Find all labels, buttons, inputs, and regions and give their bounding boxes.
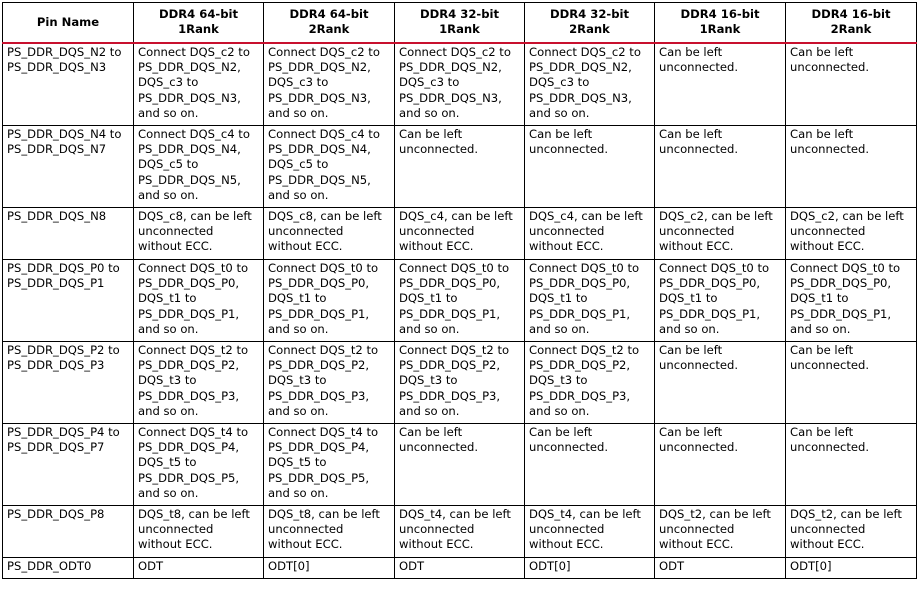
table-cell (264, 342, 395, 424)
table-cell (264, 506, 395, 558)
cell-text: DQS_t3 to (399, 373, 458, 388)
cell-text: and so on. (529, 403, 590, 418)
cell-text: unconnected (399, 522, 475, 537)
cell-text: Connect DQS_t0 to (399, 261, 510, 275)
cell-text: Connect DQS_c2 to (529, 45, 641, 59)
cell-text: DQS_c2, can be left (659, 209, 773, 223)
cell-text: without ECC. (399, 537, 474, 552)
pin-name-cell (3, 506, 134, 558)
cell-text: Connect DQS_c4 to (138, 127, 250, 141)
cell-text: PS_DDR_DQS_P1, (138, 306, 240, 321)
pin-name-cell (3, 126, 134, 208)
cell-text: unconnected. (399, 142, 479, 157)
table-body (3, 43, 917, 579)
table-cell (786, 506, 917, 558)
column-header-config (134, 3, 264, 44)
cell-text: ODT[0] (268, 559, 310, 573)
table-cell (655, 558, 786, 579)
table-cell (134, 260, 264, 342)
cell-text: PS_DDR_DQS_P1, (659, 306, 761, 321)
cell-text: PS_DDR_DQS_P5, (268, 470, 370, 485)
pin-name-cell (3, 208, 134, 260)
table-row (3, 43, 917, 126)
cell-text: and so on. (268, 403, 329, 418)
cell-text: unconnected (790, 522, 866, 537)
cell-text: DQS_t4, can be left (529, 507, 641, 521)
column-header-config (655, 3, 786, 44)
table-row (3, 506, 917, 558)
cell-text: PS_DDR_DQS_N4 to (7, 127, 122, 141)
cell-text: Connect DQS_t2 to (268, 343, 379, 357)
cell-text: PS_DDR_DQS_P3, (399, 388, 501, 403)
cell-text: PS_DDR_DQS_P0, (529, 276, 631, 291)
cell-text: unconnected (138, 224, 214, 239)
cell-text: PS_DDR_DQS_N4, (268, 142, 371, 157)
table-cell (655, 208, 786, 260)
table-row (3, 126, 917, 208)
table-cell (395, 506, 525, 558)
cell-text: Can be left (790, 343, 854, 357)
cell-text: without ECC. (529, 239, 604, 254)
column-header-config (786, 3, 917, 44)
cell-text: Can be left (659, 127, 723, 141)
table-cell (655, 342, 786, 424)
header-text: DDR4 32-bit (549, 7, 630, 21)
table-row (3, 342, 917, 424)
header-text: 2Rank (569, 22, 610, 36)
table-cell (525, 260, 655, 342)
header-text: 2Rank (830, 22, 872, 36)
cell-text: PS_DDR_DQS_P1, (529, 306, 631, 321)
cell-text: DQS_c3 to (399, 75, 460, 90)
header-text: DDR4 64-bit (289, 7, 369, 21)
cell-text: unconnected (659, 224, 735, 239)
cell-text: DQS_c5 to (138, 157, 199, 172)
table-cell (395, 424, 525, 506)
cell-text: DQS_t3 to (138, 373, 197, 388)
cell-text: PS_DDR_DQS_N8 (7, 209, 107, 223)
cell-text: Connect DQS_t0 to (268, 261, 379, 275)
cell-text: unconnected (268, 224, 344, 239)
cell-text: and so on. (138, 485, 199, 500)
cell-text: unconnected (529, 522, 605, 537)
cell-text: ODT (138, 559, 164, 573)
cell-text: unconnected. (659, 60, 739, 75)
pin-name-cell (3, 342, 134, 424)
pin-name-cell (3, 424, 134, 506)
header-text: 2Rank (308, 22, 350, 36)
table-row (3, 260, 917, 342)
cell-text: PS_DDR_DQS_P3 (7, 358, 105, 373)
cell-text: unconnected (659, 522, 735, 537)
table-row (3, 424, 917, 506)
table-cell (655, 260, 786, 342)
cell-text: DQS_t2, can be left (790, 507, 902, 521)
table-cell (525, 424, 655, 506)
cell-text: ODT[0] (529, 559, 571, 573)
cell-text: DQS_t1 to (138, 291, 197, 306)
cell-text: PS_DDR_DQS_N7 (7, 142, 107, 157)
table-cell (264, 260, 395, 342)
cell-text: PS_DDR_DQS_N2, (529, 60, 632, 75)
cell-text: and so on. (399, 321, 460, 336)
table-cell (264, 558, 395, 579)
table-cell (134, 424, 264, 506)
cell-text: PS_DDR_DQS_N3, (529, 90, 632, 105)
column-header-config (395, 3, 525, 44)
table-cell (395, 260, 525, 342)
table-cell (786, 424, 917, 506)
table-cell (395, 126, 525, 208)
cell-text: unconnected. (659, 358, 739, 373)
cell-text: PS_DDR_DQS_P0, (399, 276, 501, 291)
cell-text: and so on. (529, 105, 590, 120)
cell-text: PS_DDR_DQS_P4 to (7, 425, 120, 439)
cell-text: unconnected. (790, 142, 870, 157)
cell-text: and so on. (399, 105, 460, 120)
cell-text: without ECC. (659, 239, 734, 254)
cell-text: unconnected. (529, 142, 609, 157)
table-cell (134, 126, 264, 208)
table-cell (655, 43, 786, 126)
table-cell (525, 342, 655, 424)
cell-text: Connect DQS_t0 to (529, 261, 640, 275)
cell-text: Connect DQS_t2 to (529, 343, 640, 357)
cell-text: Can be left (790, 127, 854, 141)
table-row (3, 558, 917, 579)
header-text: 1Rank (699, 22, 741, 36)
table-cell (786, 126, 917, 208)
cell-text: PS_DDR_DQS_N3 (7, 60, 107, 75)
cell-text: PS_DDR_DQS_N3, (399, 90, 502, 105)
table-cell (655, 506, 786, 558)
cell-text: unconnected. (529, 440, 609, 455)
cell-text: PS_DDR_DQS_P1, (790, 306, 892, 321)
cell-text: DQS_t8, can be left (138, 507, 250, 521)
cell-text: and so on. (138, 321, 199, 336)
cell-text: PS_DDR_DQS_P2, (268, 358, 370, 373)
table-cell (395, 558, 525, 579)
cell-text: Connect DQS_c4 to (268, 127, 380, 141)
cell-text: Can be left (529, 127, 593, 141)
cell-text: DQS_c4, can be left (399, 209, 513, 223)
cell-text: unconnected (399, 224, 475, 239)
table-cell (134, 558, 264, 579)
cell-text: DQS_t5 to (268, 455, 327, 470)
cell-text: PS_DDR_DQS_N3, (138, 90, 241, 105)
cell-text: ODT (399, 559, 425, 573)
table-cell (786, 342, 917, 424)
table-cell (134, 506, 264, 558)
cell-text: PS_DDR_DQS_P2 to (7, 343, 120, 357)
cell-text: DQS_t2, can be left (659, 507, 771, 521)
cell-text: PS_DDR_DQS_N3, (268, 90, 371, 105)
header-text: 1Rank (439, 22, 480, 36)
cell-text: DQS_c2, can be left (790, 209, 904, 223)
cell-text: DQS_t1 to (659, 291, 718, 306)
cell-text: Can be left (529, 425, 593, 439)
cell-text: PS_DDR_DQS_N5, (268, 172, 371, 187)
cell-text: without ECC. (268, 239, 343, 254)
cell-text: DQS_c4, can be left (529, 209, 643, 223)
cell-text: DQS_c8, can be left (268, 209, 382, 223)
column-header-config (525, 3, 655, 44)
cell-text: PS_DDR_DQS_P3, (268, 388, 370, 403)
cell-text: without ECC. (790, 239, 865, 254)
cell-text: without ECC. (529, 537, 604, 552)
header-row (3, 3, 917, 44)
cell-text: Can be left (659, 343, 723, 357)
cell-text: PS_DDR_DQS_N2, (399, 60, 502, 75)
column-header-pin-name (3, 3, 134, 44)
header-text: DDR4 32-bit (419, 7, 500, 21)
cell-text: Connect DQS_t0 to (790, 261, 901, 275)
cell-text: unconnected (268, 522, 344, 537)
cell-text: ODT (659, 559, 685, 573)
cell-text: PS_DDR_DQS_P2, (529, 358, 631, 373)
table-cell (264, 43, 395, 126)
header-text: 1Rank (178, 22, 219, 36)
cell-text: DQS_c5 to (268, 157, 329, 172)
cell-text: PS_DDR_DQS_N5, (138, 172, 241, 187)
table-cell (655, 424, 786, 506)
cell-text: unconnected. (399, 440, 479, 455)
cell-text: without ECC. (138, 239, 213, 254)
cell-text: PS_DDR_DQS_N2, (138, 60, 241, 75)
cell-text: PS_DDR_ODT0 (7, 559, 92, 573)
cell-text: Can be left (790, 45, 854, 59)
cell-text: Connect DQS_t2 to (399, 343, 510, 357)
cell-text: and so on. (268, 105, 329, 120)
cell-text: Connect DQS_t2 to (138, 343, 249, 357)
cell-text: PS_DDR_DQS_P0 to (7, 261, 120, 275)
cell-text: Can be left (399, 127, 463, 141)
cell-text: unconnected. (790, 60, 870, 75)
cell-text: and so on. (659, 321, 720, 336)
cell-text: PS_DDR_DQS_P8 (7, 507, 105, 521)
table-cell (264, 424, 395, 506)
table-cell (525, 506, 655, 558)
cell-text: and so on. (529, 321, 590, 336)
pin-name-cell (3, 558, 134, 579)
cell-text: ODT[0] (790, 559, 832, 573)
cell-text: PS_DDR_DQS_P0, (790, 276, 892, 291)
cell-text: unconnected. (790, 358, 870, 373)
cell-text: DQS_t8, can be left (268, 507, 380, 521)
table-cell (134, 43, 264, 126)
cell-text: unconnected (529, 224, 605, 239)
header-text: DDR4 16-bit (811, 7, 891, 21)
cell-text: PS_DDR_DQS_P2, (138, 358, 240, 373)
pin-name-cell (3, 260, 134, 342)
cell-text: Can be left (790, 425, 854, 439)
cell-text: and so on. (138, 105, 199, 120)
cell-text: PS_DDR_DQS_P1 (7, 276, 105, 291)
table-cell (134, 342, 264, 424)
table-cell (786, 208, 917, 260)
cell-text: Can be left (659, 45, 723, 59)
cell-text: PS_DDR_DQS_P1, (268, 306, 370, 321)
cell-text: PS_DDR_DQS_N2 to (7, 45, 122, 59)
table-cell (395, 43, 525, 126)
cell-text: Connect DQS_c2 to (138, 45, 250, 59)
cell-text: Connect DQS_c2 to (268, 45, 380, 59)
cell-text: without ECC. (268, 537, 343, 552)
header-text: DDR4 64-bit (158, 7, 239, 21)
cell-text: without ECC. (138, 537, 213, 552)
cell-text: unconnected (790, 224, 866, 239)
cell-text: Can be left (399, 425, 463, 439)
table-cell (525, 126, 655, 208)
cell-text: Connect DQS_t4 to (268, 425, 379, 439)
cell-text: and so on. (790, 321, 851, 336)
cell-text: unconnected. (790, 440, 870, 455)
table-cell (525, 208, 655, 260)
header-text: DDR4 16-bit (680, 7, 760, 21)
pin-mapping-table (2, 2, 917, 579)
cell-text: and so on. (268, 321, 329, 336)
cell-text: DQS_t1 to (268, 291, 327, 306)
cell-text: DQS_t1 to (790, 291, 849, 306)
pin-name-cell (3, 43, 134, 126)
cell-text: DQS_t1 to (529, 291, 588, 306)
cell-text: PS_DDR_DQS_P5, (138, 470, 240, 485)
cell-text: PS_DDR_DQS_P1, (399, 306, 501, 321)
cell-text: DQS_t4, can be left (399, 507, 511, 521)
cell-text: PS_DDR_DQS_P0, (659, 276, 761, 291)
table-cell (395, 208, 525, 260)
cell-text: DQS_c8, can be left (138, 209, 252, 223)
cell-text: DQS_t1 to (399, 291, 458, 306)
cell-text: and so on. (268, 485, 329, 500)
cell-text: PS_DDR_DQS_P4, (138, 440, 240, 455)
table-cell (786, 260, 917, 342)
cell-text: without ECC. (399, 239, 474, 254)
table-cell (134, 208, 264, 260)
cell-text: and so on. (399, 403, 460, 418)
cell-text: and so on. (138, 187, 199, 202)
cell-text: Can be left (659, 425, 723, 439)
cell-text: Connect DQS_c2 to (399, 45, 511, 59)
cell-text: DQS_c3 to (138, 75, 199, 90)
table-cell (786, 558, 917, 579)
cell-text: unconnected. (659, 142, 739, 157)
cell-text: Connect DQS_t4 to (138, 425, 249, 439)
table-cell (395, 342, 525, 424)
cell-text: PS_DDR_DQS_P7 (7, 440, 105, 455)
cell-text: PS_DDR_DQS_P0, (268, 276, 370, 291)
cell-text: without ECC. (790, 537, 865, 552)
table-cell (525, 558, 655, 579)
cell-text: PS_DDR_DQS_P2, (399, 358, 501, 373)
cell-text: DQS_c3 to (268, 75, 329, 90)
table-row (3, 208, 917, 260)
cell-text: PS_DDR_DQS_P4, (268, 440, 370, 455)
cell-text: DQS_t3 to (529, 373, 588, 388)
cell-text: DQS_c3 to (529, 75, 590, 90)
table-cell (264, 208, 395, 260)
cell-text: DQS_t5 to (138, 455, 197, 470)
cell-text: PS_DDR_DQS_N4, (138, 142, 241, 157)
cell-text: DQS_t3 to (268, 373, 327, 388)
cell-text: unconnected (138, 522, 214, 537)
cell-text: and so on. (138, 403, 199, 418)
cell-text: unconnected. (659, 440, 739, 455)
table-cell (655, 126, 786, 208)
cell-text: PS_DDR_DQS_P3, (529, 388, 631, 403)
cell-text: and so on. (268, 187, 329, 202)
table-cell (525, 43, 655, 126)
cell-text: without ECC. (659, 537, 734, 552)
table-cell (264, 126, 395, 208)
column-header-config (264, 3, 395, 44)
cell-text: PS_DDR_DQS_P3, (138, 388, 240, 403)
header-text: Pin Name (36, 14, 100, 29)
cell-text: PS_DDR_DQS_N2, (268, 60, 371, 75)
cell-text: Connect DQS_t0 to (138, 261, 249, 275)
cell-text: PS_DDR_DQS_P0, (138, 276, 240, 291)
cell-text: Connect DQS_t0 to (659, 261, 770, 275)
table-cell (786, 43, 917, 126)
